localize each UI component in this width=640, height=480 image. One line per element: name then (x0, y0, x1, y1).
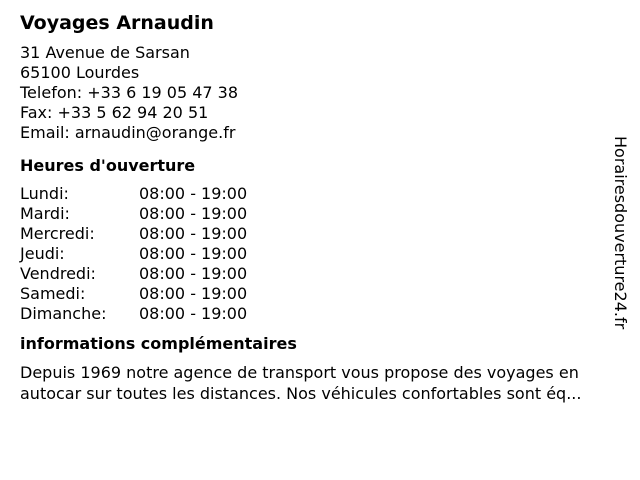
address-line-street: 31 Avenue de Sarsan (20, 43, 190, 62)
hours-time: 08:00 - 19:00 (139, 204, 248, 223)
phone-number: Telefon: +33 6 19 05 47 38 (20, 83, 239, 102)
hours-row (20, 244, 620, 264)
business-name: Voyages Arnaudin (20, 12, 214, 34)
business-card (20, 11, 620, 404)
hours-row (20, 284, 620, 304)
hours-time: 08:00 - 19:00 (139, 244, 248, 263)
hours-day: Vendredi: (20, 264, 96, 283)
hours-time: 08:00 - 19:00 (139, 304, 248, 323)
email-address: Email: arnaudin@orange.fr (20, 123, 236, 142)
hours-time: 08:00 - 19:00 (139, 224, 248, 243)
hours-day: Lundi: (20, 184, 69, 203)
address-line-city: 65100 Lourdes (20, 63, 140, 82)
hours-row (20, 264, 620, 284)
hours-day: Samedi: (20, 284, 86, 303)
hours-row (20, 304, 620, 324)
fax-number: Fax: +33 5 62 94 20 51 (20, 103, 209, 122)
hours-day: Mardi: (20, 204, 70, 223)
hours-day: Jeudi: (20, 244, 65, 263)
additional-info-heading: informations complémentaires (20, 334, 297, 353)
hours-time: 08:00 - 19:00 (139, 264, 248, 283)
opening-hours-table (20, 184, 620, 324)
hours-day: Dimanche: (20, 304, 107, 323)
site-watermark: Horairesdouverture24.fr (611, 136, 630, 330)
hours-row (20, 184, 620, 204)
contact-block (20, 43, 620, 143)
additional-info-text: Depuis 1969 notre agence de transport vous propose des voyages en autocar sur toutes les distances. Nos véhicules confortables sont éq... (20, 363, 582, 403)
opening-hours-heading: Heures d'ouverture (20, 156, 196, 175)
hours-time: 08:00 - 19:00 (139, 284, 248, 303)
hours-row (20, 204, 620, 224)
hours-row (20, 224, 620, 244)
hours-time: 08:00 - 19:00 (139, 184, 248, 203)
hours-day: Mercredi: (20, 224, 95, 243)
